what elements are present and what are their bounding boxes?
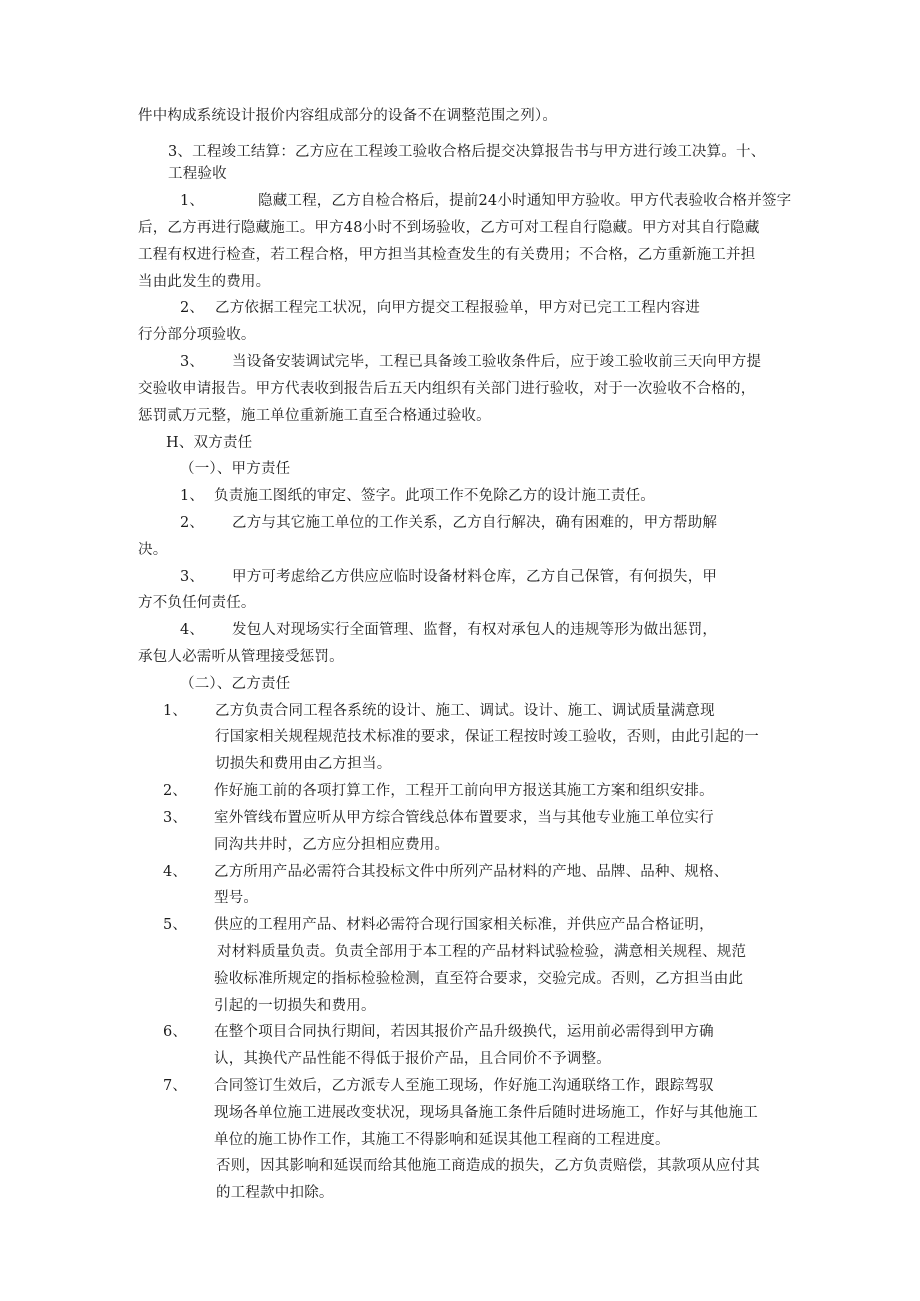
text-line: 工程有权进行检查，若工程合格，甲方担当其检查发生的有关费用；不合格，乙方重新施工并担 <box>138 247 756 263</box>
item-number: 3、 <box>180 569 205 585</box>
text-line: 单位的施工协作工作，其施工不得影响和延误其他工程商的工程进度。 <box>214 1132 670 1148</box>
text-line: 的工程款中扣除。 <box>216 1185 334 1201</box>
text-line: 切损失和费用由乙方担当。 <box>215 756 392 772</box>
text-line: 室外管线布置应听从甲方综合管线总体布置要求，当与其他专业施工单位实行 <box>214 810 714 826</box>
item-number: 2、 <box>180 515 205 531</box>
item-number: 7、 <box>163 1078 188 1094</box>
text-line: 行分部分项验收。 <box>138 327 256 343</box>
item-number: 5、 <box>163 917 188 933</box>
text-line: 验收标准所规定的指标检验检测，直至符合要求，交验完成。否则，乙方担当由此 <box>214 971 744 987</box>
text-line: 现场各单位施工进展改变状况，现场具备施工条件后随时进场施工，作好与其他施工 <box>214 1105 758 1121</box>
text-line: 决。 <box>138 542 168 558</box>
section-heading: H、双方责任 <box>166 435 253 451</box>
item-number: 2、 <box>180 300 205 316</box>
item-number: 4、 <box>163 864 188 880</box>
item-number: 4、 <box>180 622 205 638</box>
text-line: 作好施工前的各项打算工作，工程开工前向甲方报送其施工方案和组织安排。 <box>214 783 714 799</box>
text-line: 乙方负责合同工程各系统的设计、施工、调试。设计、施工、调试质量满意现 <box>215 703 715 719</box>
subsection-heading: （一）、甲方责任 <box>180 461 291 477</box>
text-line: 对材料质量负责。负责全部用于本工程的产品材料试验检验，满意相关规程、规范 <box>217 944 747 960</box>
item-number: 1、 <box>180 193 205 209</box>
text-line: 认，其换代产品性能不得低于报价产品，且合同价不予调整。 <box>214 1051 611 1067</box>
text-line: 当由此发生的费用。 <box>138 274 271 290</box>
text-line: 乙方与其它施工单位的工作关系，乙方自行解决，确有困难的，甲方帮助解 <box>232 515 718 531</box>
text-line: 行国家相关规程规范技术标准的要求，保证工程按时竣工验收，否则，由此引起的一 <box>215 729 759 745</box>
text-line: 供应的工程用产品、材料必需符合现行国家相关标准，并供应产品合格证明， <box>214 917 714 933</box>
text-line: 型号。 <box>214 890 259 906</box>
text-line: 惩罚贰万元整，施工单位重新施工直至合格通过验收。 <box>138 408 491 424</box>
text-line: 负责施工图纸的审定、签字。此项工作不免除乙方的设计施工责任。 <box>214 488 655 504</box>
text-line: 方不负任何责任。 <box>138 595 256 611</box>
item-number: 1、 <box>180 488 205 504</box>
text-line: 件中构成系统设计报价内容组成部分的设备不在调整范围之列）。 <box>138 108 558 124</box>
item-number: 1、 <box>163 703 188 719</box>
item-number: 2、 <box>163 783 188 799</box>
text-line: 否则，因其影响和延误而给其他施工商造成的损失，乙方负责赔偿，其款项从应付其 <box>216 1158 760 1174</box>
text-line: 隐藏工程，乙方自检合格后，提前24小时通知甲方验收。甲方代表验收合格并签字 <box>258 193 792 209</box>
text-line: 3、工程竣工结算：乙方应在工程竣工验收合格后提交决算报告书与甲方进行竣工决算。十、 <box>168 144 766 160</box>
item-number: 6、 <box>163 1024 188 1040</box>
text-line: 引起的一切损失和费用。 <box>214 998 376 1014</box>
section-heading: 工程验收 <box>168 166 227 182</box>
text-line: 同沟共井时，乙方应分担相应费用。 <box>214 837 450 853</box>
text-line: 承包人必需听从管理接受惩罚。 <box>138 649 344 665</box>
subsection-heading: （二）、乙方责任 <box>180 676 291 692</box>
text-line: 乙方所用产品必需符合其投标文件中所列产品材料的产地、品牌、品种、规格、 <box>214 864 729 880</box>
text-line: 甲方可考虑给乙方供应应临时设备材料仓库，乙方自己保管，有何损失，甲 <box>232 569 718 585</box>
text-line: 交验收申请报告。甲方代表收到报告后五天内组织有关部门进行验收，对于一次验收不合格的， <box>138 381 756 397</box>
text-line: 合同签订生效后，乙方派专人至施工现场，作好施工沟通联络工作，跟踪驾驭 <box>214 1078 714 1094</box>
text-line: 当设备安装调试完毕，工程已具备竣工验收条件后，应于竣工验收前三天向甲方提 <box>232 354 762 370</box>
text-line: 发包人对现场实行全面管理、监督，有权对承包人的违规等形为做出惩罚， <box>232 622 718 638</box>
text-line: 在整个项目合同执行期间，若因其报价产品升级换代，运用前必需得到甲方确 <box>214 1024 714 1040</box>
item-number: 3、 <box>163 810 188 826</box>
item-number: 3、 <box>180 354 205 370</box>
text-line: 乙方依据工程完工状况，向甲方提交工程报验单，甲方对已完工工程内容进 <box>215 300 701 316</box>
text-line: 后，乙方再进行隐藏施工。甲方48小时不到场验收，乙方可对工程自行隐藏。甲方对其自行隐藏 <box>138 220 760 236</box>
